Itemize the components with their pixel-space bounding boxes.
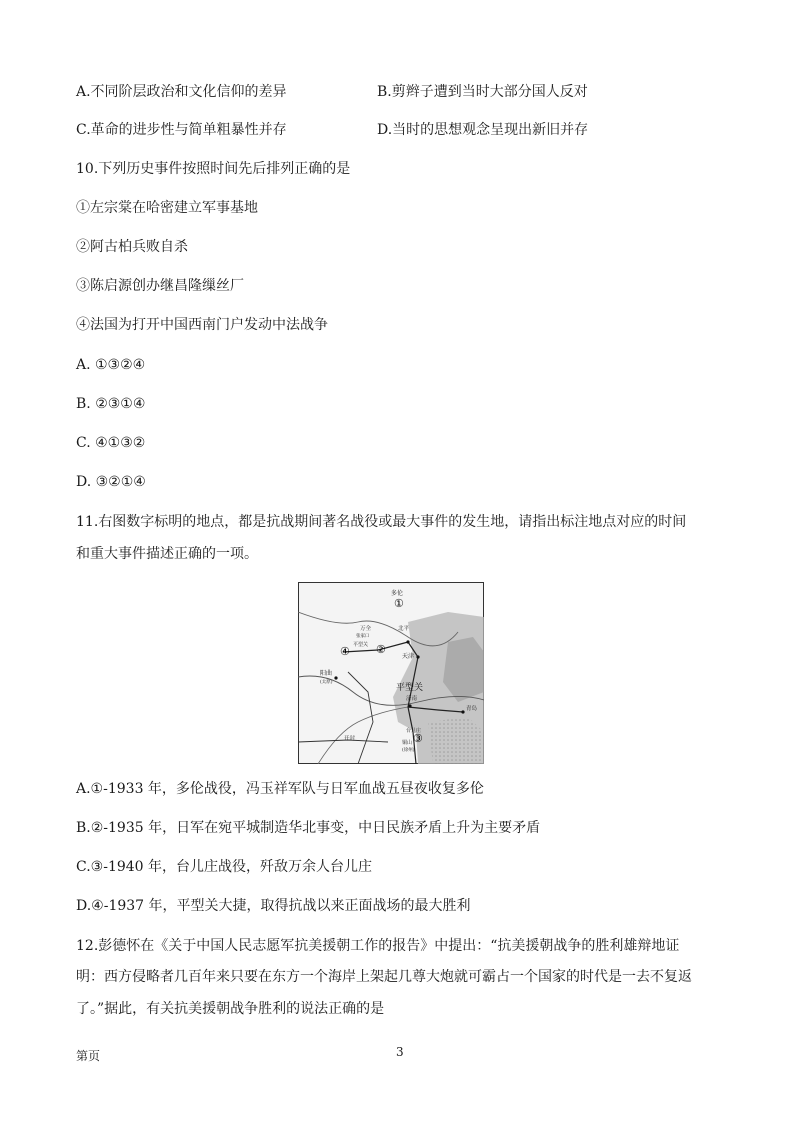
q11-option-a: A.①-1933 年，多伦战役，冯玉祥军队与日军血战五昼夜收复多伦 [76, 781, 484, 797]
q10-option-a: A. ①③②④ [76, 357, 146, 373]
q12-line-3: 了。”据此，有关抗美援朝战争胜利的说法正确的是 [76, 1001, 385, 1017]
q10-option-c: C. ④①③② [76, 435, 146, 451]
q11-option-c: C.③-1940 年，台儿庄战役，歼敌万余人台儿庄 [76, 859, 373, 875]
map-label-zhangjiakou: 张家口 [356, 634, 370, 639]
map-label-taiyuan: (太原) [320, 680, 333, 685]
q11-option-d: D.④-1937 年，平型关大捷，取得抗战以来正面战场的最大胜利 [76, 898, 471, 914]
map-marker-3: ③ [413, 732, 423, 745]
war-map-figure [298, 582, 484, 764]
map-label-kaifeng: 开封 [344, 736, 356, 742]
q9-option-b: B.剪辫子遭到当时大部分国人反对 [377, 84, 588, 100]
q10-option-d: D. ③②①④ [76, 474, 146, 490]
map-label-jinan: 济南 [406, 696, 418, 702]
footer-page-label: 第页 [76, 1049, 101, 1063]
map-label-duolun: 多伦 [391, 590, 404, 597]
q10-option-b: B. ②③①④ [76, 396, 146, 412]
q10-stem: 10.下列历史事件按照时间先后排列正确的是 [76, 161, 351, 177]
q11-option-b: B.②-1935 年，日军在宛平城制造华北事变，中日民族矛盾上升为主要矛盾 [76, 820, 541, 836]
map-marker-4: ④ [340, 645, 350, 658]
map-label-xuzhou: (徐州) [402, 748, 415, 753]
map-label-pingxingguan: 平型关 [353, 642, 369, 648]
map-marker-1: ① [394, 597, 404, 610]
q10-item-4: ④法国为打开中国西南门户发动中法战争 [76, 317, 328, 333]
q10-item-2: ②阿古柏兵败自杀 [76, 239, 188, 255]
q9-option-c: C.革命的进步性与简单粗暴性并存 [76, 122, 287, 138]
q9-option-d: D.当时的思想观念呈现出新旧并存 [377, 122, 589, 138]
map-label-taierzhuang: 台儿庄 [406, 728, 422, 734]
footer-page-number: 3 [396, 1045, 404, 1059]
q12-line-2: 明：西方侵略者几百年来只要在东方一个海岸上架起几尊大炮就可霸占一个国家的时代是一去不复返 [76, 969, 692, 985]
map-label-map-title: 平型关 [396, 683, 424, 693]
q11-stem-line-2: 和重大事件描述正确的一项。 [76, 546, 258, 562]
q12-line-1: 12.彭德怀在《关于中国人民志愿军抗美援朝工作的报告》中提出：“抗美援朝战争的胜利雄辩地证 [76, 938, 680, 954]
map-marker-2: ② [376, 643, 386, 656]
map-label-beiping: 北平 [398, 626, 410, 632]
q10-item-3: ③陈启源创办继昌隆缫丝厂 [76, 278, 244, 294]
map-label-wanquan: 万全 [360, 626, 372, 632]
map-label-tianjin: 天津 [402, 653, 415, 660]
q11-stem-line-1: 11.右图数字标明的地点，都是抗战期间著名战役或最大事件的发生地，请指出标注地点对应的时间 [76, 514, 687, 530]
map-label-qingdao: 青岛 [466, 706, 478, 712]
map-label-yangqu: 阳曲 [320, 670, 333, 677]
q10-item-1: ①左宗棠在哈密建立军事基地 [76, 200, 258, 216]
map-label-tongshan: 铜山 [402, 740, 413, 746]
q9-option-a: A.不同阶层政治和文化信仰的差异 [76, 84, 287, 100]
